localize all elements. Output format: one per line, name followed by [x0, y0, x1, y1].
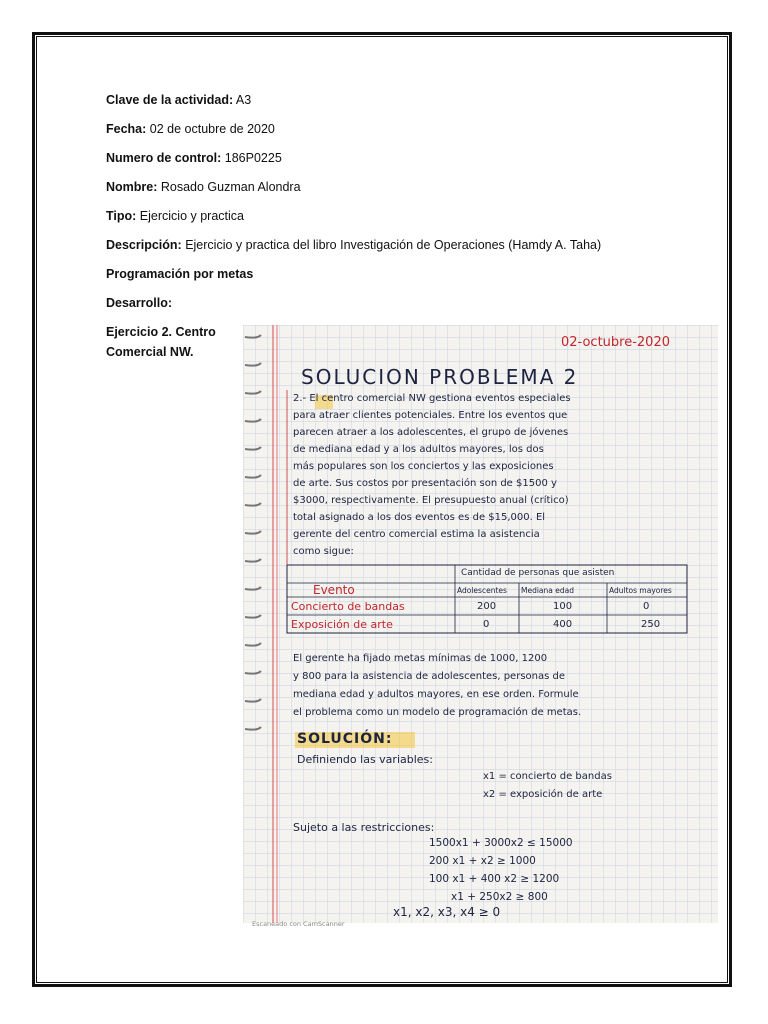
problem-line: más populares son los conciertos y las exposiciones — [293, 461, 554, 472]
table-cell: 400 — [553, 619, 573, 630]
scanner-watermark: Escaneado con CamScanner — [252, 920, 345, 928]
field-control: Numero de control: 186P0225 — [106, 151, 282, 165]
goal-line: el problema como un modelo de programación de metas. — [293, 707, 582, 718]
table-cell: 0 — [483, 619, 490, 630]
problem-line: $3000, respectivamente. El presupuesto anual (crítico) — [293, 495, 569, 506]
notebook-photo — [243, 325, 718, 923]
field-fecha: Fecha: 02 de octubre de 2020 — [106, 122, 275, 136]
table-col-header: Adolescentes — [457, 586, 507, 595]
problem-line: total asignado a los dos eventos es de $15,000. El — [293, 512, 546, 523]
field-descripcion: Descripción: Ejercicio y practica del libro Investigación de Operaciones (Hamdy A. Taha) — [106, 238, 602, 252]
table-row-evento: Concierto de bandas — [291, 600, 405, 613]
problem-line: de mediana edad y a los adultos mayores, los dos — [293, 444, 544, 455]
solucion-heading: SOLUCIÓN: — [297, 731, 393, 747]
problem-line: de arte. Sus costos por presentación son de $1500 y — [293, 478, 557, 489]
goal-line: mediana edad y adultos mayores, en ese orden. Formule — [293, 689, 579, 700]
table-group-header: Cantidad de personas que asisten — [461, 568, 615, 578]
goal-line: El gerente ha fijado metas mínimas de 1000, 1200 — [293, 653, 548, 664]
variable-x2: x2 = exposición de arte — [483, 789, 603, 800]
table-col-header: Mediana edad — [521, 586, 574, 595]
field-tipo: Tipo: Ejercicio y practica — [106, 209, 245, 223]
constraint-line: 1500x1 + 3000x2 ≤ 15000 — [429, 837, 573, 849]
constraint-line: x1 + 250x2 ≥ 800 — [451, 891, 548, 903]
problem-line: parecen atraer a los adolescentes, el grupo de jóvenes — [293, 427, 569, 438]
sujeto-label: Sujeto a las restricciones: — [293, 821, 435, 834]
goal-line: y 800 para la asistencia de adolescentes, personas de — [293, 671, 565, 682]
constraint-line: 100 x1 + 400 x2 ≥ 1200 — [429, 873, 560, 885]
field-desarrollo: Desarrollo: — [106, 296, 172, 310]
notebook-title: SOLUCION PROBLEMA 2 — [301, 365, 579, 389]
definiendo-label: Definiendo las variables: — [297, 753, 433, 766]
table-cell: 100 — [553, 601, 573, 612]
notebook-date: 02-octubre-2020 — [561, 335, 670, 350]
problem-line: para atraer clientes potenciales. Entre los eventos que — [293, 410, 568, 421]
table-col-header: Adultos mayores — [609, 586, 672, 595]
field-nombre: Nombre: Rosado Guzman Alondra — [106, 180, 301, 194]
nonnegativity: x1, x2, x3, x4 ≥ 0 — [393, 905, 501, 919]
field-clave: Clave de la actividad: A3 — [106, 93, 252, 107]
table-col-evento: Evento — [313, 583, 355, 597]
variable-x1: x1 = concierto de bandas — [483, 771, 612, 782]
table-cell: 0 — [643, 601, 650, 612]
table-cell: 250 — [641, 619, 661, 630]
field-metas: Programación por metas — [106, 267, 254, 281]
problem-line: gerente del centro comercial estima la asistencia — [293, 529, 540, 540]
problem-line: como sigue: — [293, 546, 354, 557]
table-cell: 200 — [477, 601, 497, 612]
table-row-evento: Exposición de arte — [291, 618, 393, 631]
exercise-label: Ejercicio 2. Centro Comercial NW. — [106, 325, 216, 359]
constraint-line: 200 x1 + x2 ≥ 1000 — [429, 855, 536, 867]
problem-line: 2.- El centro comercial NW gestiona eventos especiales — [293, 393, 571, 404]
